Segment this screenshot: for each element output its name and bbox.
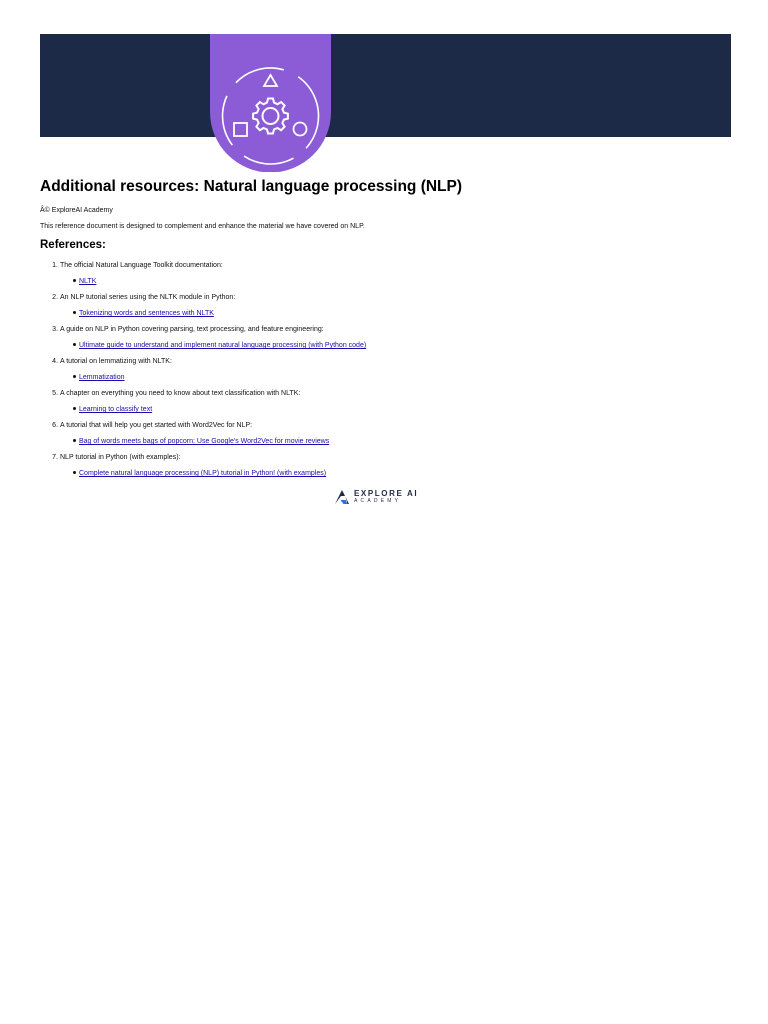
reference-description: An NLP tutorial series using the NLTK module in Python: [60, 294, 236, 301]
bullet-icon [73, 439, 76, 442]
reference-link-classify-text[interactable]: Learning to classify text [79, 406, 153, 413]
reference-link-lemmatization[interactable]: Lemmatization [79, 374, 125, 381]
reference-link-ultimate-guide[interactable]: Ultimate guide to understand and implement natural language processing (with Python code) [79, 342, 367, 349]
reference-item [40, 358, 700, 390]
reference-link-row [73, 310, 214, 317]
reference-link-row [73, 374, 125, 381]
reference-number: 7. [52, 454, 58, 461]
explore-ai-logo [334, 488, 418, 506]
reference-number: 6. [52, 422, 58, 429]
bullet-icon [73, 279, 76, 282]
reference-description: A tutorial that will help you get started with Word2Vec for NLP: [60, 422, 253, 429]
copyright-text: Â© ExploreAI Academy [40, 207, 113, 214]
intro-text: This reference document is designed to complement and enhance the material we have covered on NLP. [40, 223, 365, 230]
reference-item [40, 454, 700, 486]
reference-item [40, 390, 700, 422]
reference-item [40, 422, 700, 454]
reference-number: 1. [52, 262, 58, 269]
reference-link-tokenizing[interactable]: Tokenizing words and sentences with NLTK [79, 310, 214, 317]
references-heading: References: [40, 239, 106, 251]
bullet-icon [73, 407, 76, 410]
reference-item [40, 326, 700, 358]
bullet-icon [73, 343, 76, 346]
reference-number: 2. [52, 294, 58, 301]
bullet-icon [73, 471, 76, 474]
explore-ai-logo-icon [334, 489, 350, 505]
page-title: Additional resources: Natural language processing (NLP) [40, 178, 463, 195]
reference-number: 5. [52, 390, 58, 397]
logo-name: EXPLORE AI [354, 489, 419, 498]
reference-link-row [73, 406, 152, 413]
reference-link-row [73, 278, 96, 285]
reference-item [40, 262, 700, 294]
logo-subtitle: ACADEMY [354, 498, 402, 504]
reference-link-nltk[interactable]: NLTK [79, 278, 97, 285]
reference-description: A chapter on everything you need to know about text classification with NLTK: [60, 390, 301, 397]
reference-description: A tutorial on lemmatizing with NLTK: [60, 358, 172, 365]
header-banner [40, 34, 731, 137]
reference-description: A guide on NLP in Python covering parsing, text processing, and feature engineering: [60, 326, 324, 333]
reference-number: 4. [52, 358, 58, 365]
reference-link-row [73, 342, 366, 349]
reference-number: 3. [52, 326, 58, 333]
reference-link-row [73, 470, 326, 477]
reference-description: NLP tutorial in Python (with examples): [60, 454, 181, 461]
bullet-icon [73, 375, 76, 378]
gear-shapes-icon [210, 34, 331, 172]
reference-description: The official Natural Language Toolkit documentation: [60, 262, 223, 269]
reference-link-row [73, 438, 329, 445]
reference-link-nlp-tutorial[interactable]: Complete natural language processing (NLP) tutorial in Python! (with examples) [79, 470, 327, 477]
reference-item [40, 294, 700, 326]
reference-link-word2vec[interactable]: Bag of words meets bags of popcorn: Use Google's Word2Vec for movie reviews [79, 438, 330, 445]
bullet-icon [73, 311, 76, 314]
references-list [40, 262, 700, 486]
